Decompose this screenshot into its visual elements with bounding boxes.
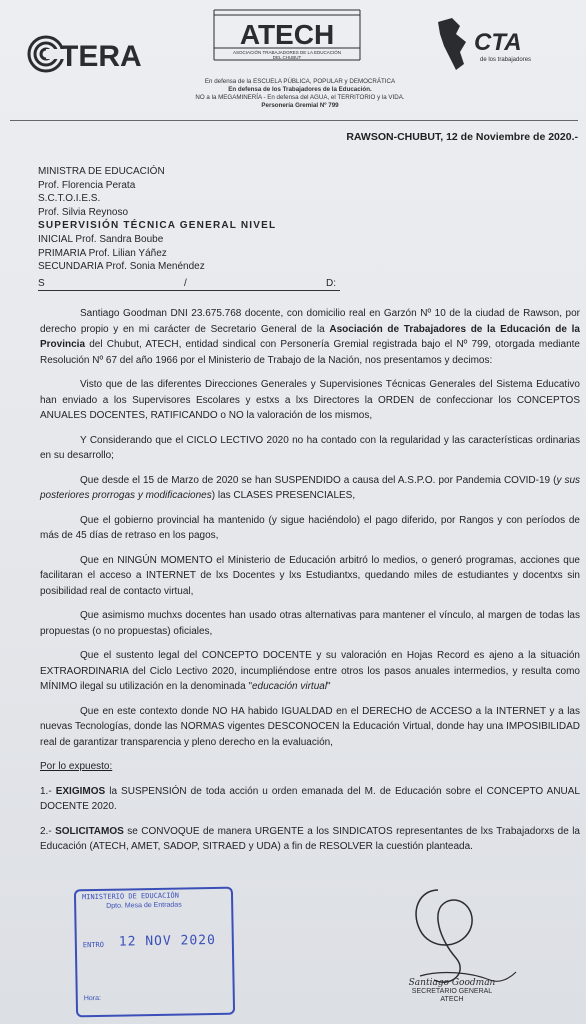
tagline-line-2: En defensa de los Trabajadores de la Educación. <box>228 86 372 93</box>
atech-logo <box>212 6 362 64</box>
paragraph: Que asimismo muchxs docentes han usado otras alternativas para mantener el vínculo, al margen de todas las propuestas (o no propuestas) oficiales, <box>40 610 580 637</box>
slash: / <box>184 278 187 289</box>
paragraph: Que el gobierno provincial ha mantenido (y sigue haciéndolo) el pago diferido, por Rangos y con períodos de más de 45 días de retraso en los pagos, <box>40 514 580 541</box>
text-bold: EXIGIMOS <box>55 785 106 797</box>
text-bold: SOLICITAMOS <box>55 825 124 837</box>
paragraph: Que en NINGÚN MOMENTO el Ministerio de Educación arbitró lo medios, o generó programas, acciones que facilitaran el acceso a INTERNET de lxs Docentes y lxs Estudiantxs, quedando miles de estudiantes y docentxs sin posibilidad real de contacto virtual, <box>40 554 580 597</box>
stamp-entro: ENTRO <box>82 940 105 950</box>
stamp-hora: Hora: <box>83 994 101 1003</box>
signature-block <box>372 978 532 1004</box>
s-letter: S <box>38 278 45 289</box>
paragraph: Visto que de las diferentes Direcciones Generales y Supervisiones Técnicas Generales del Sistema Educativo han enviado a los Supervisores Escolares y estxs a lxs Directores la ORDEN de confeccionar los CONCEPTOS ANUALES DOCENTES, RATIFICANDO o NO la valoración de los mismos, <box>40 379 580 421</box>
tagline-line-3: NO a la MEGAMINERÍA - En defensa del AGUA, el TERRITORIO y la VIDA. <box>195 94 405 101</box>
text: Santiago Goodman DNI 23.675.768 docente, con domicilio real en Garzón Nº 10 de la ciudad de Rawson, por derecho propio y en mi carácter de Secretario General de la <box>40 308 580 335</box>
stamp-line: MINISTERIO DE EDUCACIÓN <box>81 891 180 902</box>
svg-text:ASOCIACIÓN TRABAJADORES DE LA: ASOCIACIÓN TRABAJADORES DE LA EDUCACIÓN <box>233 50 341 55</box>
paragraph-intro <box>40 306 580 368</box>
text-bold: Asociación de Trabajadores de la Educación de la Provincia <box>40 323 580 350</box>
text: Que desde el 15 de Marzo de 2020 se han SUSPENDIDO a causa del A.S.P.O. por Pandemia COVID-19 ( <box>80 474 557 486</box>
svg-text:DEL CHUBUT: DEL CHUBUT <box>272 55 302 60</box>
reception-stamp <box>74 887 235 1018</box>
recipient-line: Prof. Florencia Perata <box>38 179 136 191</box>
signer-name: Santiago Goodman <box>408 978 496 988</box>
tagline-line-4: Personería Gremial Nº 799 <box>261 102 339 109</box>
svg-text:ATECH: ATECH <box>239 19 335 50</box>
text: 2.- <box>40 825 56 837</box>
tagline-line-1: En defensa de la ESCUELA PÚBLICA, POPULAR y DEMOCRÁTICA <box>204 78 396 85</box>
text: Que el sustento legal del CONCEPTO DOCENTE y su valoración en Hojas Record es ajeno a la situación EXTRAORDINARIA del Ciclo Lectivo 2020, incumpliéndose entre otros los pasos anuales intermedios, y resulta como MÍNIMO ilegal su utilización en la denominada " <box>40 650 580 692</box>
recipient-line: PRIMARIA Prof. Lilian Yáñez <box>38 247 167 259</box>
recipient-line: MINISTRA DE EDUCACIÓN <box>38 166 165 177</box>
recipient-block <box>38 165 276 274</box>
paragraph: Y Considerando que el CICLO LECTIVO 2020 no ha contado con la regularidad y las características ordinarias en su desarrollo; <box>40 434 580 461</box>
ctera-logo <box>26 32 161 76</box>
text: se CONVOQUE de manera URGENTE a los SINDICATOS representantes de lxs Trabajadorxs de la Educación (ATECH, AMET, SADOP, SITRAED y UDA) a fin de RESOLVER la cuestión planteada. <box>40 825 580 852</box>
paragraph: Que en este contexto donde NO HA habido IGUALDAD en el DERECHO de ACCESO a la INTERNET y a las nuevas Tecnologías, donde las NORMAS vigentes DESCONOCEN la Educación Virtual, donde hay una IMPOSIBILIDAD real de garantizar transparencia y pleno derecho en la evaluación, <box>40 705 580 748</box>
text: 1.- <box>40 785 56 797</box>
stamp-date: 12 NOV 2020 <box>118 932 217 950</box>
text: la SUSPENSIÓN de toda acción u orden emanada del M. de Educación sobre el CONCEPTO ANUAL DOCENTE 2020. <box>40 785 580 812</box>
signer-org: ATECH <box>440 996 464 1003</box>
letter-body <box>40 306 580 855</box>
header-divider <box>10 120 578 121</box>
text: ) las CLASES PRESENCIALES, <box>211 490 356 501</box>
text: " <box>327 681 331 692</box>
paragraph <box>40 473 580 504</box>
recipient-line: Prof. Silvia Reynoso <box>38 206 129 218</box>
paragraph <box>40 648 580 695</box>
section-heading: Por lo expuesto: <box>40 761 113 772</box>
dateline: RAWSON-CHUBUT, 12 de Noviembre de 2020.- <box>346 131 578 143</box>
request-item <box>40 824 580 855</box>
request-item <box>40 784 580 815</box>
header-tagline <box>150 78 450 110</box>
svg-text:de los trabajadores: de los trabajadores <box>480 57 532 63</box>
stamp-line: Dpto. Mesa de Entradas <box>106 901 182 910</box>
text-italic: educación virtual <box>252 681 328 692</box>
salutation-line <box>38 278 340 291</box>
recipient-line: SECUNDARIA Prof. Sonia Menéndez <box>38 261 205 273</box>
d-letter: D: <box>326 278 336 289</box>
text: del Chubut, ATECH, entidad sindical con Personería Gremial registrada bajo el Nº 799, otorgada mediante Resolución Nº 67 del año 1966 por el Ministerio de Trabajo de la Nación, nos presentamos y decimos: <box>40 339 580 366</box>
recipient-line: S.C.T.O.I.E.S. <box>38 193 101 205</box>
text-italic: y sus posteriores prorrogas y modificaciones <box>40 474 581 501</box>
signer-title: SECRETARIO GENERAL <box>411 988 493 995</box>
cta-logo <box>430 12 560 74</box>
svg-text:TERA: TERA <box>60 40 142 73</box>
recipient-line: INICIAL Prof. Sandra Boube <box>38 233 164 245</box>
svg-text:CTA: CTA <box>474 29 522 56</box>
recipient-line: SUPERVISIÓN TÉCNICA GENERAL NIVEL <box>38 220 277 232</box>
